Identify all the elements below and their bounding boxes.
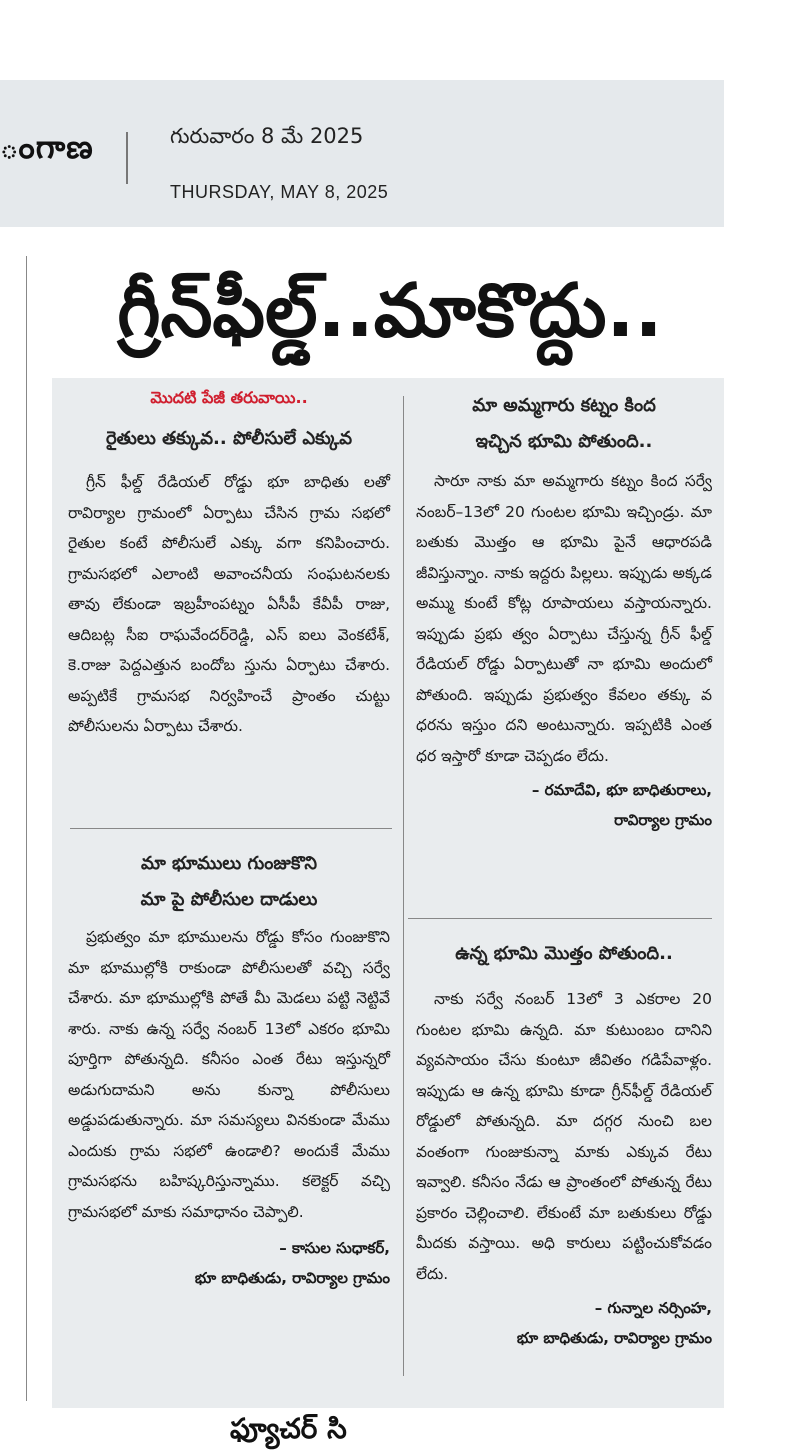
left-story1-body: గ్రీన్ ఫీల్డ్ రేడియల్ రోడ్డు భూ బాధితు లతో రావిర్యాల గ్రామంలో ఏర్పాటు చేసిన గ్రామ సభలో రైతుల కంటే పోలీసులే ఎక్కు వగా కనిపించారు. గ్రామసభలో ఎలాంటి అవాంచనీయ సంఘటనలకు తావు లేకుండా ఇబ్రహీంపట్నం ఏసీపీ కేవీపీ రాజు, ఆదిబట్ల సీఐ రాఘవేందర్‌రెడ్డి, ఎస్ ఐలు వెంకటేశ్, కె.రాజు పెద్దఎత్తున బందోబ స్తును ఏర్పాటు చేశారు. అప్పటికే గ్రామసభ నిర్వహించే ప్రాంతం చుట్టు పోలీసులను ఏర్పాటు చేశారు.	[68, 473, 390, 735]
right-story2-body: నాకు సర్వే నంబర్ 13లో 3 ఎకరాల 20 గుంటల భూమి ఉన్నది. మా కుటుంబం దానిని వ్యవసాయం చేసు కుంటూ జీవితం గడిపేవాళ్లం. ఇప్పుడు ఆ ఉన్న భూమి కూడా గ్రీన్‌ఫీల్డ్ రేడియల్ రోడ్డులో పోతున్నది. మా దగ్గర నుంచి బల వంతంగా గుంజుకున్నా మాకు ఎక్కువ రేటు ఇవ్వాలి. కనీసం నేడు ఆ ప్రాంతంలో పోతున్న రేటు ప్రకారం చెల్లించాలి. లేకుంటే మా బతుకులు రోడ్డు మీదకు వస్తాయి. అధి కారులు పట్టించుకోవడం లేదు.	[416, 990, 712, 1283]
left-story2-signature-name: – కాసుల సుధాకర్,	[279, 1239, 390, 1257]
right-story2-signature-place: భూ బాధితుడు, రావిర్యాల గ్రామం	[516, 1329, 712, 1347]
right-story1-signature-place: రావిర్యాల గ్రామం	[614, 811, 712, 829]
right-story2-signature-name: – గున్నాల నర్సింహ,	[594, 1299, 712, 1317]
left-story2-subhead-line1: మా భూములు గుంజుకొని	[140, 853, 318, 874]
headline: గ్రీన్‌ఫీల్డ్..మాకొద్దు..	[117, 268, 663, 354]
left-story2-subhead-line2: మా పై పోలీసుల దాడులు	[140, 889, 318, 910]
date-telugu: గురువారం 8 మే 2025	[170, 124, 364, 148]
left-section-rule	[70, 828, 392, 829]
left-story1-subhead: రైతులు తక్కువ.. పోలీసులే ఎక్కువ	[105, 428, 352, 449]
masthead-divider	[126, 132, 128, 184]
left-column-top	[68, 388, 390, 742]
left-page-rule	[26, 256, 27, 1401]
left-story2-signature-place: భూ బాధితుడు, రావిర్యాల గ్రామం	[194, 1269, 390, 1287]
right-story1-subhead-line1: మా అమ్మగారు కట్నం కింద	[472, 395, 656, 416]
right-section-rule	[408, 918, 712, 919]
right-story1-signature-name: – రమాదేవి, భూ బాధితురాలు,	[531, 781, 712, 799]
left-story2-body: ప్రభుత్వం మా భూములను రోడ్డు కోసం గుంజుకొని మా భూముల్లోకి రాకుండా పోలీసులతో వచ్చి సర్వే చేశారు. మా భూముల్లోకి పోతే మీ మెడలు పట్టి నెట్టివే శారు. నాకు ఉన్న సర్వే నంబర్ 13లో ఎకరం భూమి పూర్తిగా పోతున్నది. కనీసం ఎంత రేటు ఇస్తున్నరో అడుగుదామని అను కున్నా పోలీసులు అడ్డుపడుతున్నారు. మా సమస్యలు వినకుండా మేము ఎందుకు గ్రామ సభలో ఉండాలి? అందుకే మేము గ్రామసభను బహిష్కరిస్తున్నాము. కలెక్టర్ వచ్చి గ్రామసభలో మాకు సమాధానం చెప్పాలి.	[68, 928, 390, 1221]
right-story2-subhead: ఉన్న భూమి మొత్తం పోతుంది..	[455, 943, 673, 964]
next-headline-fragment: ఫ్యూచర్ సి	[230, 1412, 347, 1445]
kicker: మొదటి పేజీ తరువాయి..	[150, 388, 308, 407]
right-story1-body: సారూ నాకు మా అమ్మగారు కట్నం కింద సర్వే నంబర్–13లో 20 గుంటల భూమి ఇచ్చిండ్రు. మా బతుకు మొత్తం ఆ భూమి పైనే ఆధారపడి జీవిస్తున్నాం. నాకు ఇద్దరు పిల్లలు. ఇప్పుడు అక్కడ అమ్ము కుంటే కోట్ల రూపాయలు వస్తాయన్నారు. ఇప్పుడు ప్రభు త్వం ఏర్పాటు చేస్తున్న గ్రీన్ ఫీల్డ్ రేడియల్ రోడ్డు ఏర్పాటుతో నా భూమి అందులో పోతుంది. ఇప్పుడు ప్రభుత్వం కేవలం తక్కు వ ధరను ఇస్తుం దని అంటున్నారు. ఇప్పటికి ఎంత ధర ఇస్తారో కూడా చెప్పడం లేదు.	[416, 472, 712, 765]
right-column-top	[416, 388, 712, 835]
right-story1-subhead-line2: ఇచ్చిన భూమి పోతుంది..	[475, 431, 653, 452]
column-divider	[403, 396, 404, 1376]
right-column-bottom	[416, 936, 712, 1353]
masthead: ంగాణ	[0, 128, 94, 166]
date-english: THURSDAY, MAY 8, 2025	[170, 182, 389, 202]
left-column-bottom	[68, 846, 390, 1293]
